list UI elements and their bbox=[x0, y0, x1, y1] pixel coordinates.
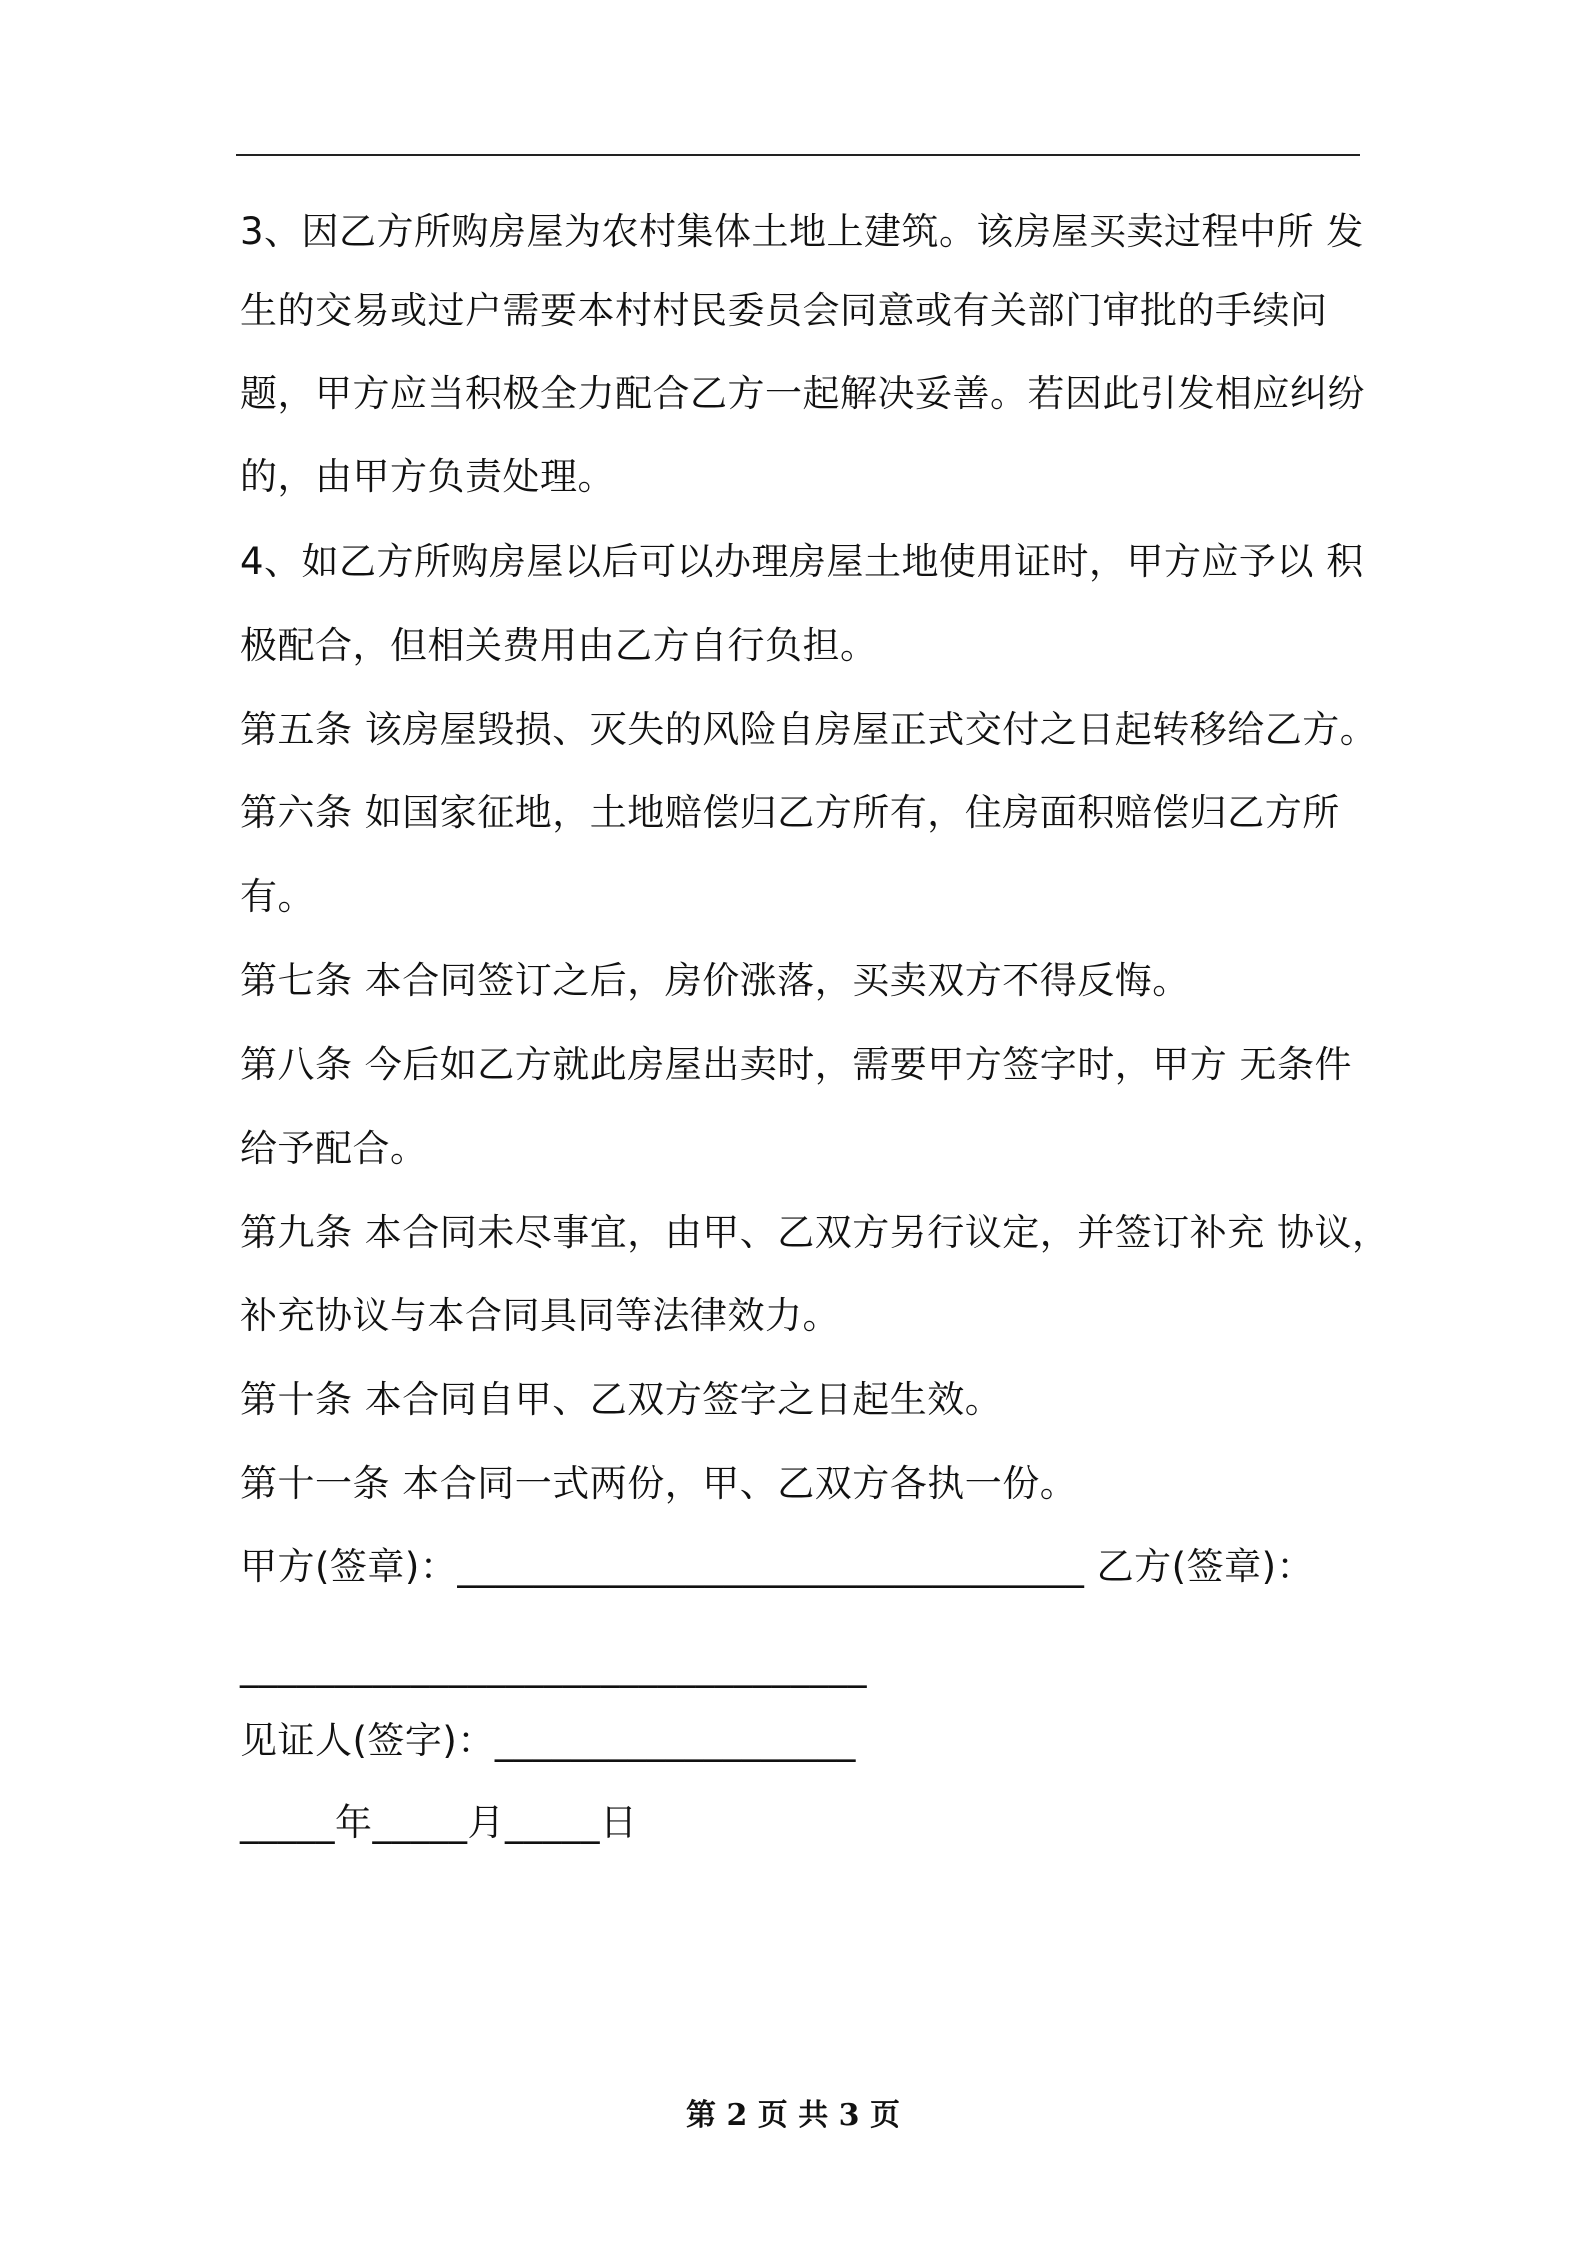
article-9: 第九条 本合同未尽事宜，由甲、乙双方另行议定，并签订补充 协议， bbox=[240, 1211, 1390, 1254]
text-line: 给予配合。 bbox=[240, 1127, 428, 1170]
article-6: 第六条 如国家征地，土地赔偿归乙方所有，住房面积赔偿归乙方所 bbox=[240, 791, 1340, 834]
article-11: 第十一条 本合同一式两份，甲、乙双方各执一份。 bbox=[240, 1462, 1078, 1505]
article-5: 第五条 该房屋毁损、灭失的风险自房屋正式交付之日起转移给乙方。 bbox=[240, 708, 1378, 751]
text-line: 4、如乙方所购房屋以后可以办理房屋土地使用证时，甲方应予以 积 bbox=[240, 540, 1364, 583]
text-line: 的，由甲方负责处理。 bbox=[240, 455, 615, 498]
witness-signature-line: 见证人(签字)：___________________ bbox=[240, 1719, 856, 1762]
text-line: 3、因乙方所购房屋为农村集体土地上建筑。该房屋买卖过程中所 发 bbox=[240, 210, 1364, 253]
text-line: 极配合，但相关费用由乙方自行负担。 bbox=[240, 624, 878, 667]
article-7: 第七条 本合同签订之后，房价涨落，买卖双方不得反悔。 bbox=[240, 959, 1190, 1002]
text-line: 生的交易或过户需要本村村民委员会同意或有关部门审批的手续问 bbox=[240, 289, 1328, 332]
text-line: 题，甲方应当积极全力配合乙方一起解决妥善。若因此引发相应纠纷 bbox=[240, 372, 1365, 415]
article-8: 第八条 今后如乙方就此房屋出卖时，需要甲方签字时，甲方 无条件 bbox=[240, 1043, 1353, 1086]
signature-line-parties: 甲方(签章)：_________________________________ 乙方(签章)： bbox=[240, 1545, 1315, 1588]
header-rule bbox=[236, 154, 1360, 156]
text-line: 有。 bbox=[240, 875, 315, 918]
date-line: _____年_____月_____日 bbox=[240, 1801, 638, 1844]
page-indicator: 第 2 页 共 3 页 bbox=[686, 2098, 900, 2133]
signature-blank: _________________________________ bbox=[240, 1645, 867, 1688]
article-10: 第十条 本合同自甲、乙双方签字之日起生效。 bbox=[240, 1378, 1003, 1421]
text-line: 补充协议与本合同具同等法律效力。 bbox=[240, 1294, 840, 1337]
